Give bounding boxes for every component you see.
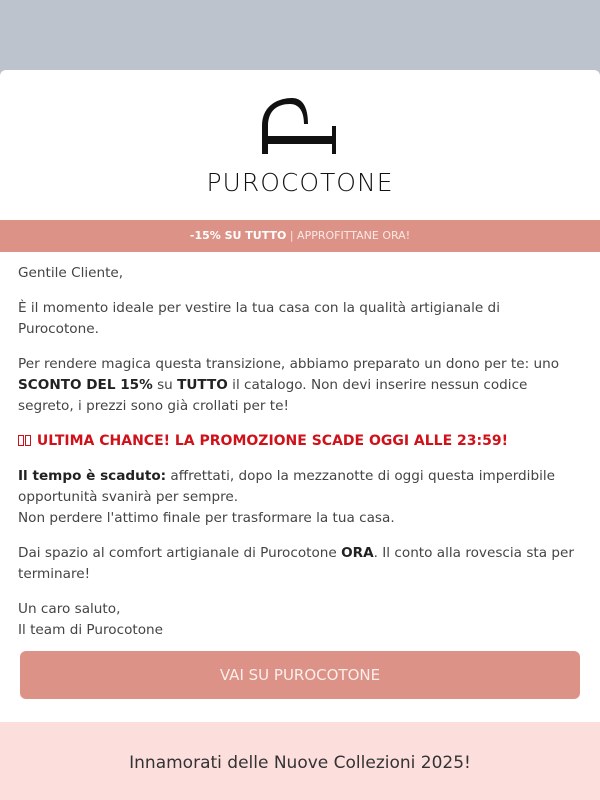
email-card xyxy=(0,70,600,800)
header xyxy=(0,70,600,220)
brand-name: PUROCOTONE xyxy=(206,168,394,197)
promo-banner xyxy=(0,220,600,252)
footer-text[interactable]: Innamorati delle Nuove Collezioni 2025! xyxy=(129,753,471,773)
email-body xyxy=(0,252,600,641)
missing-glyph-icon xyxy=(18,433,32,449)
alert-text: ULTIMA CHANCE! LA PROMOZIONE SCADE OGGI ALLE 23:59! xyxy=(18,431,582,452)
signature: Un caro saluto, Il team di Purocotone xyxy=(18,601,164,638)
paragraph-cta: Dai spazio al comfort artigianale di Purocotone ORA. Il conto alla rovescia sta per terminare! xyxy=(18,545,574,582)
footer-banner xyxy=(0,722,600,800)
banner-text: | APPROFITTANE ORA! xyxy=(286,229,411,242)
logo-icon xyxy=(260,96,340,156)
paragraph-intro: È il momento ideale per vestire la tua casa con la qualità artigianale di Purocotone. xyxy=(18,300,500,337)
banner-bold: -15% SU TUTTO xyxy=(189,229,287,242)
paragraph-offer: Per rendere magica questa transizione, abbiamo preparato un dono per te: uno SCONTO DEL 15% su TUTTO il catalogo. Non devi inserire nessun codice segreto, i prezzi sono già crollati per te! xyxy=(18,356,560,414)
visit-purocotone-button[interactable]: VAI SU PUROCOTONE xyxy=(20,651,580,699)
greeting: Gentile Cliente, xyxy=(18,265,124,281)
paragraph-urgency: Il tempo è scaduto: affrettati, dopo la mezzanotte di oggi questa imperdibile opportunità svanirà per sempre. Non perdere l'attimo finale per trasformare la tua casa. xyxy=(18,468,556,526)
